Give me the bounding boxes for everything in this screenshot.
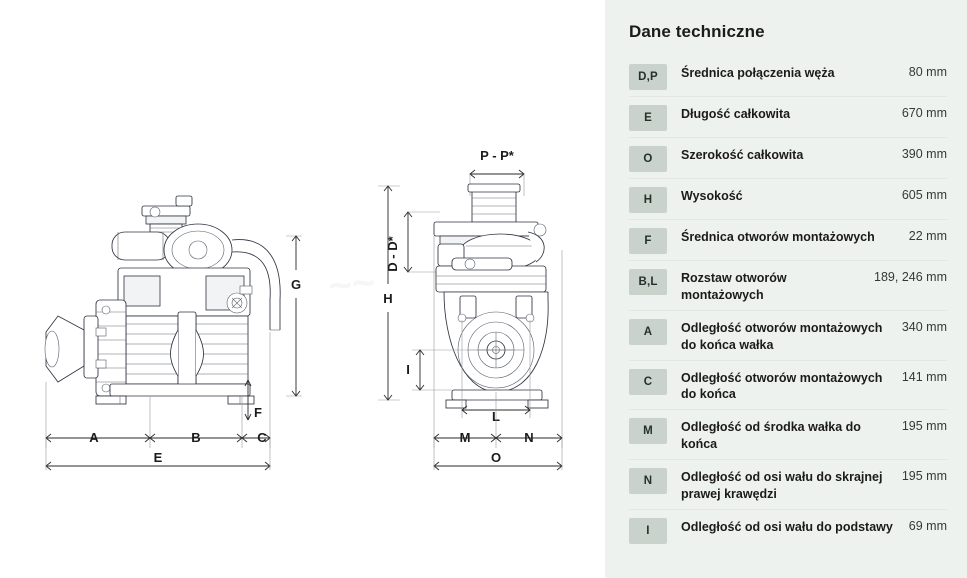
spec-label: Odległość od osi wału do podstawy <box>681 519 893 534</box>
spec-value: 141 mm <box>901 369 947 384</box>
spec-row <box>629 219 947 260</box>
spec-value: 340 mm <box>901 319 947 334</box>
dimension-h <box>378 186 400 400</box>
spec-label: Odległość otworów montażowych do końca wałka <box>681 320 883 352</box>
spec-row <box>629 178 947 219</box>
spec-row <box>629 310 947 360</box>
spec-badge: E <box>629 105 667 131</box>
dimension-o <box>434 438 562 470</box>
spec-value: 189, 246 mm <box>874 270 947 284</box>
dimension-label-i: I <box>406 362 410 377</box>
dimension-label-l: L <box>492 409 500 424</box>
spec-row <box>629 56 947 96</box>
spec-value: 195 mm <box>901 419 947 434</box>
front-view-base <box>446 390 548 408</box>
spec-label: Rozstaw otworów montażowych <box>681 271 787 302</box>
spec-row <box>629 137 947 178</box>
spec-row <box>629 509 947 550</box>
spec-label: Wysokość <box>681 189 743 203</box>
spec-row <box>629 409 947 459</box>
spec-badge: C <box>629 369 667 395</box>
side-view-base <box>96 384 254 404</box>
technical-data-panel <box>605 0 967 578</box>
spec-badge: M <box>629 418 667 444</box>
spec-value: 69 mm <box>908 518 947 533</box>
spec-value: 22 mm <box>908 229 947 243</box>
spec-value: 670 mm <box>901 106 947 120</box>
callout-dd <box>385 212 442 272</box>
spec-value: 80 mm <box>908 65 947 79</box>
spec-row <box>629 260 947 310</box>
spec-badge: O <box>629 146 667 172</box>
spec-badge: D,P <box>629 64 667 90</box>
dimension-label-e: E <box>153 450 163 465</box>
dimension-g <box>286 236 302 396</box>
spec-label: Szerokość całkowita <box>681 148 804 162</box>
spec-label: Średnica otworów montażowych <box>681 230 875 244</box>
spec-label: Odległość od osi wału do skrajnej prawej krawędzi <box>681 470 883 501</box>
dimension-label-o: O <box>490 450 502 465</box>
side-view-body <box>118 268 250 316</box>
svg-text:~~: ~~ <box>326 260 378 309</box>
spec-badge: I <box>629 518 667 544</box>
spec-value: 605 mm <box>901 188 947 202</box>
spec-row <box>629 96 947 137</box>
spec-value: 195 mm <box>901 469 947 483</box>
spec-row <box>629 459 947 509</box>
spec-label: Odległość otworów montażowych do końca <box>681 370 883 402</box>
dimension-label-dd: D - D* <box>385 236 400 272</box>
side-view-volute <box>45 300 126 396</box>
dimension-label-g: G <box>290 277 302 292</box>
dimension-label-f: F <box>254 405 262 420</box>
spec-badge: N <box>629 468 667 494</box>
dimension-e <box>46 438 270 470</box>
front-view-drawing <box>378 148 562 470</box>
panel-title: Dane techniczne <box>629 22 765 41</box>
spec-row <box>629 360 947 410</box>
dimension-label-n: N <box>524 430 534 445</box>
dimension-label-pp: P - P* <box>480 148 514 163</box>
side-view-drawing <box>45 196 302 470</box>
spec-badge: B,L <box>629 269 667 295</box>
dimension-label-m: M <box>459 430 471 445</box>
spec-label: Średnica połączenia węża <box>681 66 835 80</box>
spec-badge: F <box>629 228 667 254</box>
side-view-cooling-fins <box>126 312 248 388</box>
dimension-label-a: A <box>89 430 99 445</box>
dimension-label-c: C <box>257 430 267 445</box>
dimension-label-h: H <box>383 291 393 306</box>
spec-value: 390 mm <box>901 147 947 161</box>
dimension-label-b: B <box>191 430 201 445</box>
spec-badge: H <box>629 187 667 213</box>
spec-label: Odległość od środka wałka do końca <box>681 420 861 452</box>
front-view-volute <box>444 292 548 392</box>
spec-badge: A <box>629 319 667 345</box>
spec-label: Długość całkowita <box>681 107 791 121</box>
